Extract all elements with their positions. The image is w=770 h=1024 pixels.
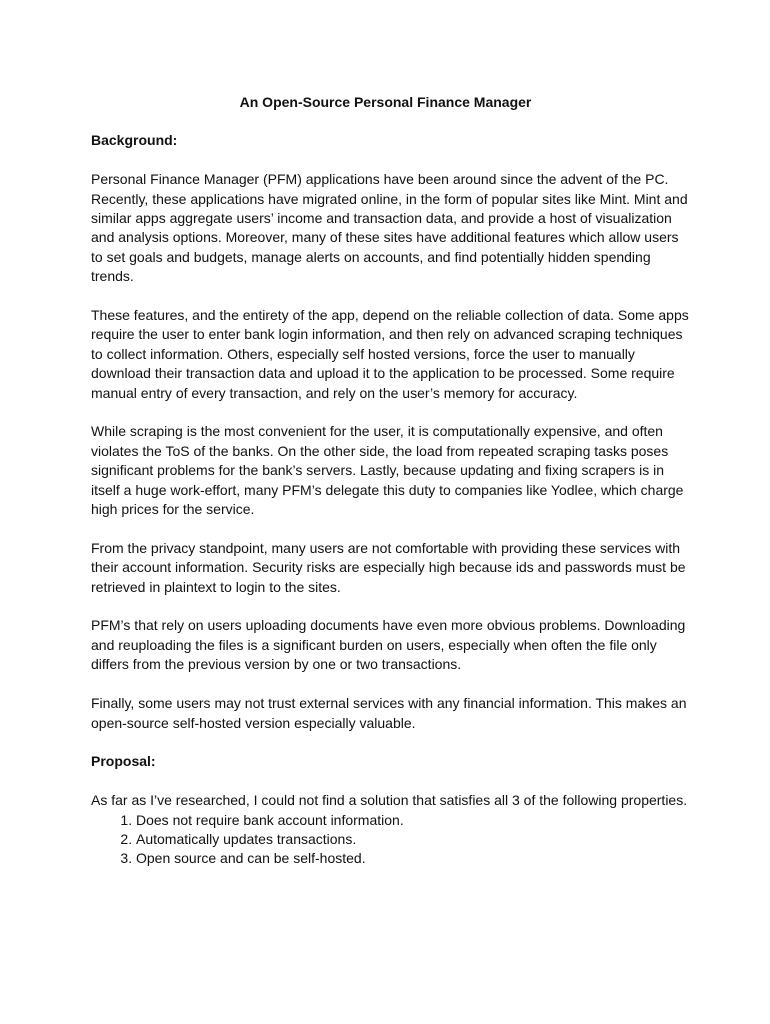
paragraph-scraping: While scraping is the most convenient for the user, it is computationally expensive, and often violates the ToS of the banks. On the other side, the load from repeated scraping tasks poses significant problems for the bank’s servers. Lastly, because updating and fixing scrapers is in itself a huge work-effort, many PFM’s delegate this duty to companies like Yodlee, which charge high prices for the service. <box>91 423 684 518</box>
proposal-heading: Proposal: <box>91 753 156 770</box>
paragraph-pfm-history: Personal Finance Manager (PFM) applications have been around since the advent of the PC. Recently, these applications have migrated online, in the form of popular sites like Mint. Mint and similar apps aggregate users’ income and transaction data, and provide a host of visualization and analysis options. Moreover, many of these sites have additional features which allow users to set goals and budgets, manage alerts on accounts, and find potentially hidden spending trends. <box>91 171 688 285</box>
proposal-list-item: 3. Open source and can be self-hosted. <box>136 849 691 868</box>
paragraph-trust: Finally, some users may not trust external services with any financial information. This makes an open-source self-hosted version especially valuable. <box>91 695 687 731</box>
paragraph-data-collection: These features, and the entirety of the app, depend on the reliable collection of data. Some apps require the user to enter bank login information, and then rely on advanced scraping techniques to collect information. Others, especially self hosted versions, force the user to manually download their transaction data and upload it to the application to be processed. Some require manual entry of every transaction, and rely on the user’s memory for accuracy. <box>91 307 689 401</box>
document-title: An Open-Source Personal Finance Manager <box>239 94 532 110</box>
paragraph-privacy: From the privacy standpoint, many users are not comfortable with providing these services with their account information. Security risks are especially high because ids and passwords must be retrieved in plaintext to login to the sites. <box>91 539 686 595</box>
proposal-list-item: 2. Automatically updates transactions. <box>136 830 691 849</box>
proposal-list-item: 1. Does not require bank account information. <box>136 811 691 830</box>
background-heading: Background: <box>91 132 178 149</box>
document-body <box>91 93 691 869</box>
paragraph-uploading: PFM’s that rely on users uploading documents have even more obvious problems. Downloading and reuploading the files is a significant burden on users, especially when often the file only differs from the previous version by one or two transactions. <box>91 617 686 673</box>
proposal-list <box>91 811 691 869</box>
proposal-intro: As far as I’ve researched, I could not find a solution that satisfies all 3 of the following properties. <box>91 792 688 809</box>
